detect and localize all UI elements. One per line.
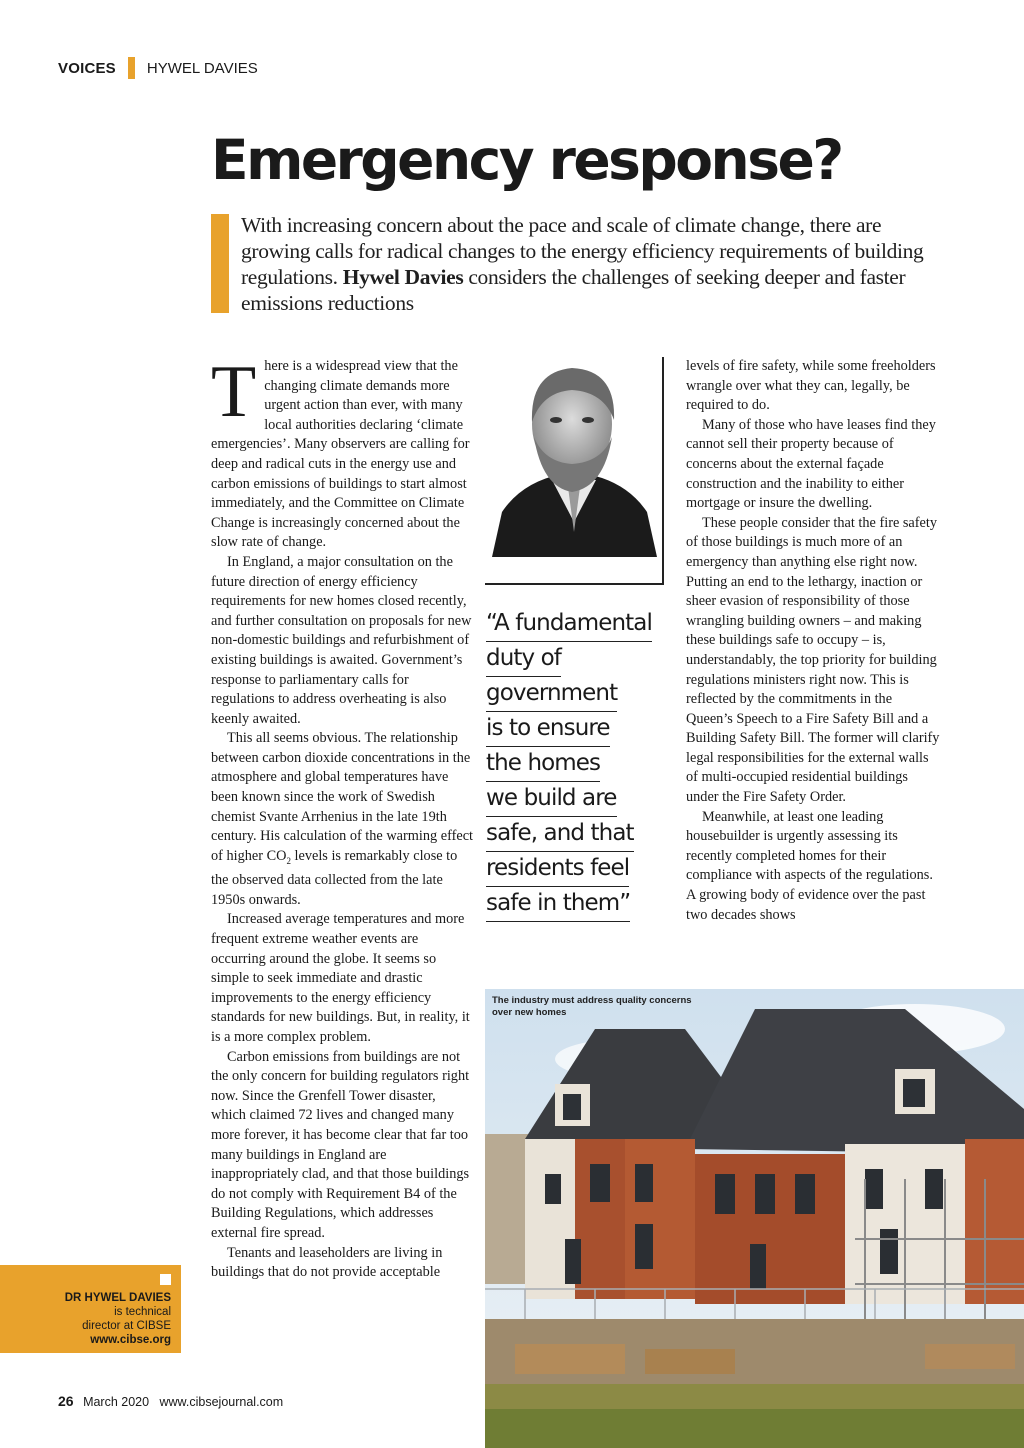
pull-quote-line xyxy=(486,851,671,886)
pull-quote-line xyxy=(486,711,671,746)
drop-cap: T xyxy=(211,351,257,433)
section-divider-bar xyxy=(128,57,135,79)
page-number: 26 xyxy=(58,1393,74,1409)
body-paragraph: levels of fire safety, while some freeholders wrangle over what they can, legally, be required to do. xyxy=(686,358,936,414)
bio-text xyxy=(65,1291,171,1347)
body-column-1 xyxy=(211,351,474,1283)
author-portrait xyxy=(492,362,657,557)
pull-quote-text: we build are xyxy=(486,781,617,817)
body-text: This all seems obvious. The relationship between carbon dioxide concentrations in the atmosphere and global temperatures have been known since the work of Swedish chemist Svante Arrhenius in the late 19th century. His calculation of the warming effect of higher CO xyxy=(211,730,474,864)
section-kicker: VOICES xyxy=(58,59,116,77)
pull-quote-text: residents feel xyxy=(486,851,629,887)
standfirst-accent-bar xyxy=(211,214,229,313)
bio-role-line2: director at CIBSE xyxy=(82,1320,171,1332)
pull-quote-line xyxy=(486,746,671,781)
bio-square-marker xyxy=(160,1274,171,1285)
body-text: levels is remarkably close to the observed data collected from the late 1950s onwards. xyxy=(211,847,458,908)
pull-quote-line xyxy=(486,641,671,676)
body-paragraph xyxy=(211,729,473,910)
body-paragraph: Meanwhile, at least one leading housebuilder is urgently assessing its recently completed homes for their compliance with aspects of the regulations. A growing body of evidence over the past two decades shows xyxy=(686,808,933,923)
standfirst-text-2: considers the challenges of seeking deeper and faster emissions reductions xyxy=(241,265,906,315)
pull-quote-text: government xyxy=(486,676,617,712)
standfirst-author: Hywel Davies xyxy=(342,265,464,289)
pull-quote-text: is to ensure xyxy=(486,711,610,747)
pull-quote-line xyxy=(486,886,671,921)
article-headline: Emergency response? xyxy=(211,128,842,192)
body-paragraph: In England, a major consultation on the future direction of energy efficiency requirements for new homes closed recently, and further consultation on proposals for new non-domestic buildings and refurbishment of existing buildings is awaited. Government’s response to parliamentary calls for regulations to address overheating is also keenly awaited. xyxy=(211,553,472,727)
body-column-3 xyxy=(686,357,941,925)
page-footer xyxy=(58,1393,283,1409)
pull-quote-text: “A fundamental xyxy=(486,606,652,642)
pull-quote-line xyxy=(486,816,671,851)
pull-quote-line xyxy=(486,606,671,641)
pull-quote-text: safe in them” xyxy=(486,886,630,922)
bio-url: www.cibse.org xyxy=(90,1334,171,1346)
body-paragraph: Tenants and leaseholders are living in buildings that do not provide acceptable xyxy=(211,1244,443,1281)
standfirst-text-1: With increasing concern about the pace and scale of climate change, there are growing calls for radical changes to the energy efficiency requirements of building regulations. xyxy=(241,213,924,289)
author-bio-box xyxy=(0,1265,181,1353)
issue-date: March 2020 xyxy=(83,1395,150,1409)
pull-quote-text: duty of xyxy=(486,641,561,677)
pull-quote-line xyxy=(486,676,671,711)
footer-site: www.cibsejournal.com xyxy=(159,1395,284,1409)
body-paragraph: Many of those who have leases find they cannot sell their property because of concerns about the external façade construction and the inability to either mortgage or insure the dwelling. xyxy=(686,416,936,512)
pull-quote-text: the homes xyxy=(486,746,600,782)
body-paragraph xyxy=(211,351,473,553)
portrait-frame-horizontal xyxy=(485,583,664,585)
body-paragraph: Carbon emissions from buildings are not the only concern for building regulators right now. Since the Grenfell Tower disaster, which claimed 72 lives and changed many more forever, it has become clear that far too many buildings in England are inappropriately clad, and that those buildings do not comply with Requirement B4 of the Building Regulations, which addresses external fire spread. xyxy=(211,1048,470,1241)
section-header xyxy=(58,57,258,79)
photo-caption: The industry must address quality concerns over new homes xyxy=(492,995,692,1018)
portrait-frame-vertical xyxy=(662,357,664,584)
body-paragraph: Increased average temperatures and more frequent extreme weather events are occurring around the globe. It seems so simple to seek immediate and drastic improvements to the energy efficiency standards for new buildings. But, in reality, it is a more complex problem. xyxy=(211,911,470,1046)
body-paragraph: These people consider that the fire safety of those buildings is much more of an emergency than anything else right now. Putting an end to the lethargy, inaction or sheer evasion of responsibility of those wrangling building owners – and making these buildings safe to occupy – is, understandably, the top priority for building regulations ministers right now. This is reflected by the commitments in the Queen’s Speech to a Fire Safety Bill and a Building Safety Bill. The former will clarify legal responsibilities for the external walls of multi-occupied residential buildings under the Fire Safety Order. xyxy=(686,514,940,806)
section-author: HYWEL DAVIES xyxy=(146,59,258,77)
subscript: 2 xyxy=(286,855,291,866)
body-text: here is a widespread view that the changing climate demands more urgent action than ever, with many local authorities declaring ‘climate emergencies’. Many observers are calling for deep and radical cuts in the energy use and carbon emissions of buildings to start almost immediately, and the Committee on Climate Change is increasingly concerned about the slow rate of change. xyxy=(211,358,470,551)
housing-photo xyxy=(485,989,1024,1448)
pull-quote-text: safe, and that xyxy=(486,816,634,852)
standfirst xyxy=(241,212,931,316)
bio-role-line1: is technical xyxy=(114,1306,171,1318)
pull-quote xyxy=(486,606,671,921)
bio-name: DR HYWEL DAVIES xyxy=(64,1292,171,1304)
pull-quote-line xyxy=(486,781,671,816)
